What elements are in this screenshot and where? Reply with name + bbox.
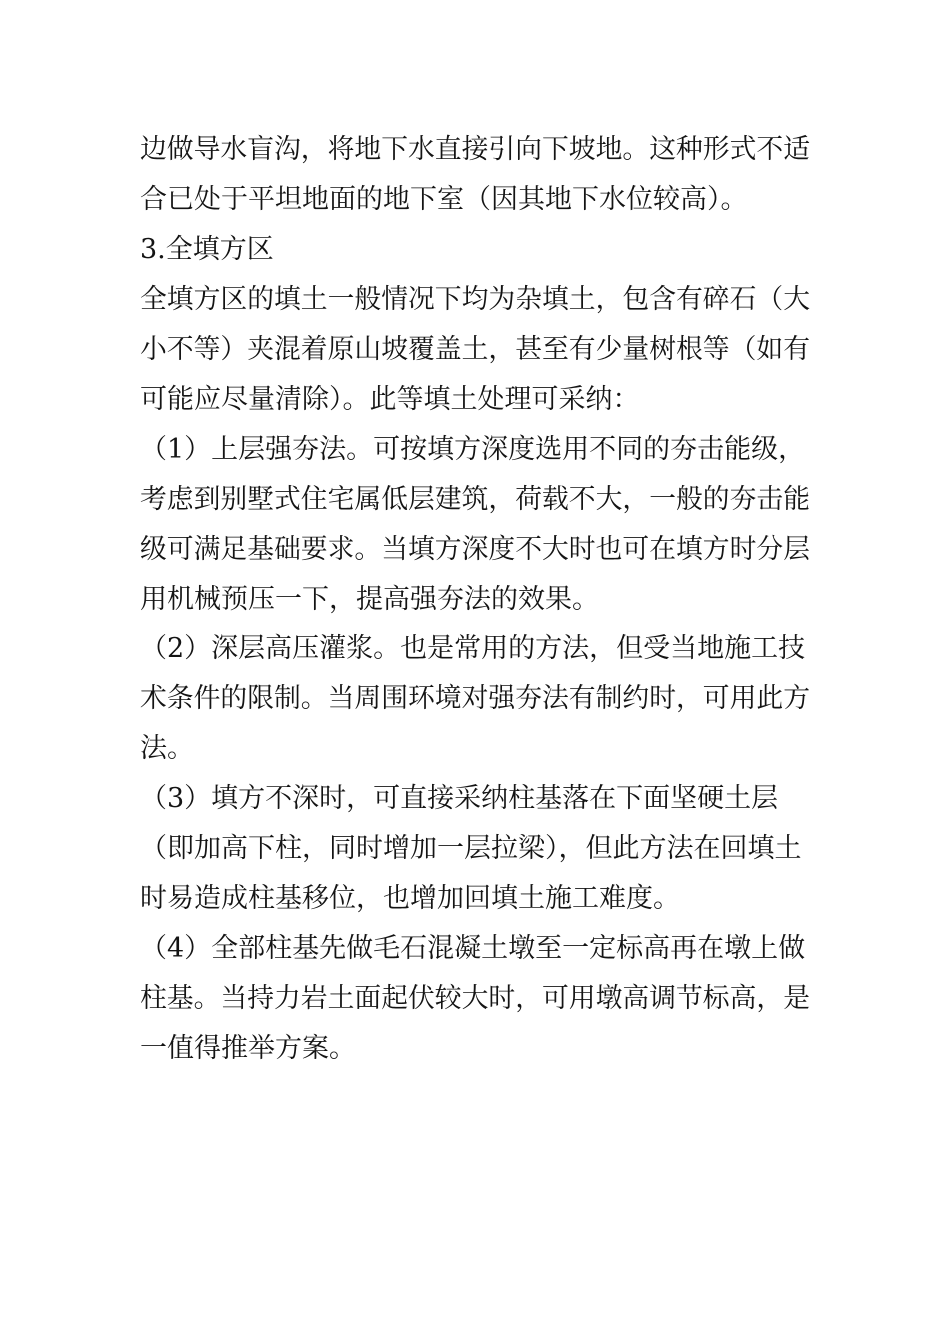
text-line: 考虑到别墅式住宅属低层建筑，荷载不大，一般的夯击能 <box>140 484 810 515</box>
text-line: （即加高下柱，同时增加一层拉梁），但此方法在回填土 <box>140 833 802 864</box>
text-line: 用机械预压一下，提高强夯法的效果。 <box>140 584 599 615</box>
text-line: （1）上层强夯法。可按填方深度选用不同的夯击能级， <box>140 434 806 465</box>
text-line: 全填方区的填土一般情况下均为杂填土，包含有碎石（大 <box>140 284 810 315</box>
text-line: 合已处于平坦地面的地下室（因其地下水位较高）。 <box>140 184 748 215</box>
section-heading: 3.全填方区 <box>140 234 274 265</box>
text-line: 边做导水盲沟，将地下水直接引向下坡地。这种形式不适 <box>140 134 810 165</box>
text-line: 可能应尽量清除）。此等填土处理可采纳： <box>140 384 640 415</box>
text-line: 一值得推举方案。 <box>140 1033 356 1064</box>
text-line: 级可满足基础要求。当填方深度不大时也可在填方时分层 <box>140 534 810 565</box>
text-line: （4）全部柱基先做毛石混凝土墩至一定标高再在墩上做 <box>140 933 806 964</box>
text-line: 术条件的限制。当周围环境对强夯法有制约时，可用此方 <box>140 683 810 714</box>
text-line: 小不等）夹混着原山坡覆盖土，甚至有少量树根等（如有 <box>140 334 810 365</box>
text-line: （2）深层高压灌浆。也是常用的方法，但受当地施工技 <box>140 633 806 664</box>
text-line: 法。 <box>140 733 194 764</box>
text-line: （3）填方不深时，可直接采纳柱基落在下面坚硬土层 <box>140 783 779 814</box>
text-line: 时易造成柱基移位，也增加回填土施工难度。 <box>140 883 680 914</box>
text-line: 柱基。当持力岩土面起伏较大时，可用墩高调节标高，是 <box>140 983 810 1014</box>
